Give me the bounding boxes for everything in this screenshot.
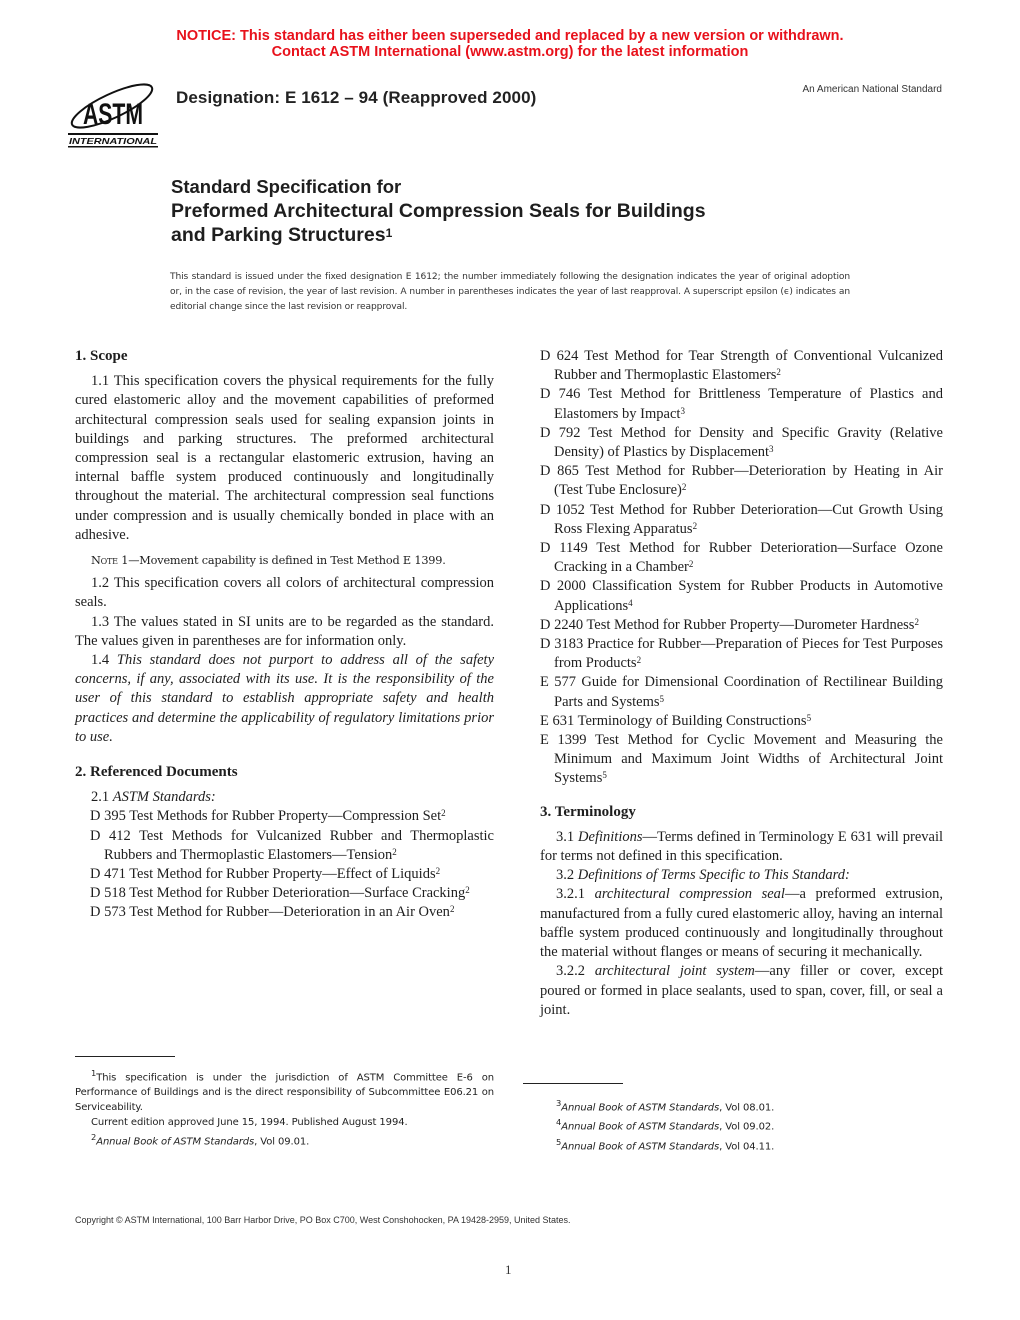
document-title: [171, 175, 706, 247]
reference-item: E 631 Terminology of Building Constructions$^5$: [540, 712, 812, 729]
footnote-5: $^5$Annual Book of ASTM Standards, Vol 04.11.: [556, 1136, 775, 1152]
reference-item: D 2240 Test Method for Rubber Property—Durometer Hardness$^2$: [540, 616, 919, 633]
reference-item: D 573 Test Method for Rubber—Deterioration in an Air Oven$^2$: [90, 904, 455, 921]
reference-item: E 1399 Test Method for Cyclic Movement and Measuring the Minimum and Maximum Joint Widths of Architectural Joint Systems$^5$: [540, 732, 943, 787]
paragraph-1-2: 1.2 This specification covers all colors of architectural compression seals.: [75, 575, 494, 611]
section-1-heading: 1. Scope: [75, 348, 128, 364]
note-1: Note 1—Movement capability is defined in Test Method E 1399.: [91, 554, 446, 568]
copyright-line: Copyright © ASTM International, 100 Barr Harbor Drive, PO Box C700, West Conshohocken, PA 19428-2959, United States.: [75, 1215, 571, 1225]
withdrawn-notice: [0, 28, 1020, 60]
american-national-standard-label: An American National Standard: [802, 84, 942, 95]
issuance-note: This standard is issued under the fixed designation E 1612; the number immediately following the designation indicates the year of original adoption or, in the case of revision, the year of last revision. A number in parentheses indicates the year of last reapproval. A superscript epsilon (ϵ) indicates an editorial change since the last revision or reapproval.: [170, 272, 850, 312]
svg-text:ASTM: ASTM: [83, 98, 143, 131]
designation: Designation: E 1612 – 94 (Reapproved 2000): [176, 88, 537, 107]
right-column: [540, 347, 943, 1020]
section-3-heading: 3. Terminology: [540, 803, 636, 820]
paragraph-3-1: 3.1 Definitions—Terms defined in Terminology E 631 will prevail for terms not defined in this specification.: [540, 828, 943, 865]
paragraph-3-2-1: 3.2.1 architectural compression seal—a preformed extrusion, manufactured from a fully cured elastomeric alloy, having an internal baffle system produced continuously and longitudinally throughout the material without flanges or means of securing it mechanically.: [540, 886, 943, 961]
footnote-divider-left: [75, 1056, 175, 1057]
reference-item: D 518 Test Method for Rubber Deterioration—Surface Cracking$^2$: [90, 885, 470, 902]
notice-line-2: Contact ASTM International (www.astm.org) for the latest information: [271, 44, 749, 60]
page-number: 1: [505, 1262, 512, 1277]
reference-item: D 865 Test Method for Rubber—Deterioration by Heating in Air (Test Tube Enclosure)$^2$: [540, 463, 943, 499]
footnote-2: $^2$Annual Book of ASTM Standards, Vol 09.01.: [91, 1132, 310, 1148]
reference-item: D 746 Test Method for Brittleness Temperature of Plastics and Elastomers by Impact$^3$: [540, 386, 943, 422]
footnote-3: $^3$Annual Book of ASTM Standards, Vol 08.01.: [556, 1098, 775, 1114]
footnotes-left: [75, 1066, 494, 1150]
reference-item: D 412 Test Methods for Vulcanized Rubber and Thermoplastic Rubbers and Thermoplastic Elastomers—Tension$^2$: [90, 827, 494, 863]
left-column: [75, 347, 494, 923]
reference-item: D 3183 Practice for Rubber—Preparation of Pieces for Test Purposes from Products$^2$: [540, 636, 943, 672]
footnotes-right: [540, 1096, 840, 1154]
reference-item: E 577 Guide for Dimensional Coordination of Rectilinear Building Parts and Systems$^5$: [540, 674, 943, 710]
reference-item: D 792 Test Method for Density and Specific Gravity (Relative Density) of Plastics by Displacement$^3$: [540, 424, 943, 461]
paragraph-2-1: 2.1 ASTM Standards:: [91, 789, 216, 806]
reference-item: D 624 Test Method for Tear Strength of Conventional Vulcanized Rubber and Thermoplastic Elastomers$^2$: [540, 348, 943, 384]
paragraph-3-2-2: 3.2.2 architectural joint system—any filler or cover, except poured or formed in place sealants, used to span, cover, fill, or seal a joint.: [540, 963, 943, 1018]
reference-item: D 1149 Test Method for Rubber Deterioration—Surface Ozone Cracking in a Chamber$^2$: [540, 540, 943, 576]
title-line-1: Standard Specification for: [171, 176, 402, 197]
footnote-1: $^1$This specification is under the jurisdiction of ASTM Committee E-6 on Performance of Buildings and is the direct responsibility of Subcommittee E06.21 on Serviceability.: [75, 1068, 494, 1114]
footnote-4: $^4$Annual Book of ASTM Standards, Vol 09.02.: [556, 1117, 775, 1133]
svg-text:INTERNATIONAL: INTERNATIONAL: [69, 136, 157, 146]
paragraph-1-3: 1.3 The values stated in SI units are to be regarded as the standard. The values given in parentheses are for information only.: [75, 613, 494, 649]
astm-logo-icon: [66, 74, 160, 150]
section-2-heading: 2. Referenced Documents: [75, 764, 238, 781]
paragraph-1-4: 1.4 This standard does not purport to address all of the safety concerns, if any, associated with its use. It is the responsibility of the user of this standard to establish appropriate safety and health practices and determine the applicability of regulatory limitations prior to use.: [75, 652, 495, 745]
footnote-divider-right: [523, 1083, 623, 1084]
reference-item: D 2000 Classification System for Rubber Products in Automotive Applications$^4$: [540, 578, 943, 614]
title-line-2: Preformed Architectural Compression Seals for Buildings: [171, 200, 706, 222]
reference-item: D 395 Test Methods for Rubber Property—Compression Set$^2$: [90, 808, 446, 825]
notice-line-1: NOTICE: This standard has either been superseded and replaced by a new version or withdrawn.: [176, 28, 844, 44]
title-footnote-mark: 1: [385, 226, 393, 240]
paragraph-3-2: 3.2 Definitions of Terms Specific to This Standard:: [556, 867, 850, 884]
reference-item: D 1052 Test Method for Rubber Deterioration—Cut Growth Using Ross Flexing Apparatus$^2$: [540, 501, 943, 537]
title-line-3: and Parking Structures$^1$: [171, 224, 393, 246]
footnote-edition: Current edition approved June 15, 1994. Published August 1994.: [91, 1117, 408, 1129]
paragraph-1-1: 1.1 This specification covers the physical requirements for the fully cured elastomeric alloy and the movement capabilities of preformed architectural compression seals used for sealing expansion joints in buildings and parking structures. The preformed architectural compression seal is a rectangular elastomeric extrusion, having an internal baffle system produced continuously and longitudinally throughout the material. The architectural compression seal functions under compression and is usually chemically bonded in place with an adhesive.: [75, 373, 494, 543]
reference-item: D 471 Test Method for Rubber Property—Effect of Liquids$^2$: [90, 866, 441, 883]
